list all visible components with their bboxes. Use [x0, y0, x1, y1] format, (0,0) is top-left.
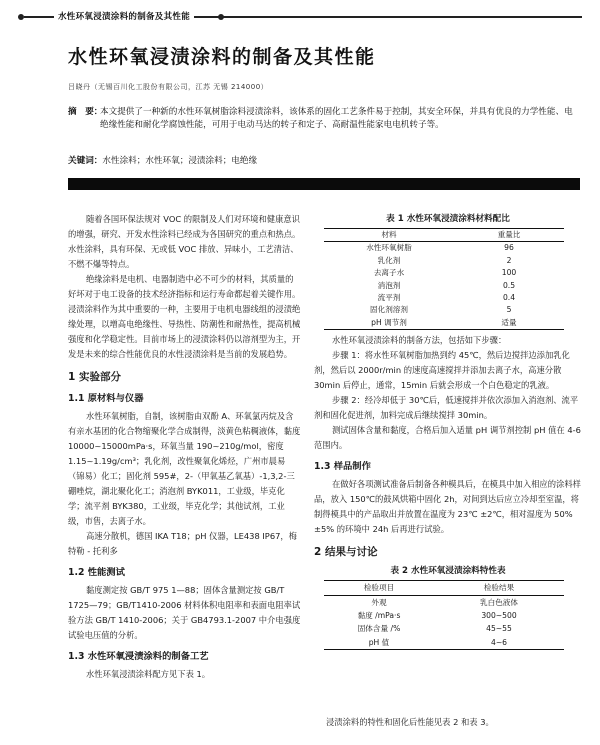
table2-title: 表 2 水性环氧浸渍涂料特性表: [390, 566, 506, 577]
table-cell: 适量: [454, 317, 564, 330]
table-row: [324, 255, 564, 267]
table-row: [324, 622, 564, 635]
table-row: [324, 304, 564, 316]
table-cell: 流平剂: [377, 293, 401, 303]
table-row: [324, 595, 564, 609]
table-header-row: [324, 229, 564, 242]
author-line: 吕晓丹（无锡百川化工股份有限公司，江苏 无锡 214000）: [68, 83, 269, 91]
table-cell: 固体含量 /%: [357, 624, 401, 634]
table-row: [324, 242, 564, 255]
section-divider-band: [68, 178, 580, 190]
section-heading: 2 结果与讨论: [314, 546, 378, 559]
tests-paragraph: 黏度测定按 GB/T 975 1—88；固体含量测定按 GB/T 1725—79；GB/T1410-2006 材料体积电阻率和表面电阻率试验方法 GB/T 1410-2006；关于 GB4793.1-2007 中介电强度试验电压值的分析。: [68, 585, 301, 640]
table-cell: 0.4: [502, 293, 516, 303]
abstract-text: 本文提供了一种新的水性环氧树脂涂料浸渍涂料，该体系的固化工艺条件易于控制，其安全环保，并具有优良的力学性能、电绝缘性能和耐化学腐蚀性能，可用于电动马达的转子和定子、高耐温性能家电电机转子等。: [100, 107, 573, 130]
subsection-heading: 1.3 水性环氧浸渍涂料的制备工艺: [68, 651, 209, 662]
table-cell: 水性环氧树脂: [366, 243, 412, 253]
step-paragraph: 步骤 1：将水性环氧树脂加热到约 45℃，然后边搅拌边添加乳化剂，然后以 2000r/min 的速度高速搅拌并添加去离子水，高速分散 30min 后停止，通常，15min 后就会形成一个白色稳定的乳液。: [314, 350, 570, 391]
table-cell: 消泡剂: [377, 280, 401, 290]
table-cell: 黏度 /mPa·s: [357, 611, 401, 621]
table-cell: 固化剂溶剂: [370, 305, 408, 315]
table-reference-note: 浸渍涂料的特性和固化后性能见表 2 和表 3。: [326, 717, 494, 727]
running-header: [18, 10, 582, 24]
table-cell: 外观: [371, 597, 387, 607]
prep-reference: 水性环氧浸渍涂料配方见下表 1。: [86, 669, 211, 679]
table-row: [324, 636, 564, 650]
materials-paragraph: 水性环氧树脂，自制，该树脂由双酚 A、环氧氯丙烷及含有亲水基团的化合物缩聚化学合成制得，淡黄色粘稠液体，黏度 10000~15000mPa·s，环氧当量 190~210g/mol，密度 1.15~1.19g/cm³；乳化剂，改性聚氧化烯烃，广州市晨易（锦易）化工；固化剂 595#，2-（甲氧基乙氧基）-1,3,2-三硼唑烷，湖北聚化化工；消泡剂 BYK011，工业级，毕克化学；流平剂 BYK380，工业级，毕克化学；其他试剂，工业级，市售，去离子水。: [68, 411, 301, 526]
table-cell: 乳白色液体: [480, 597, 518, 607]
table-header-row: [324, 581, 564, 595]
table-cell: pH 值: [324, 636, 434, 650]
subsection-heading: 1.3 样品制作: [314, 461, 371, 473]
table-row: [324, 609, 564, 622]
table-row: [324, 292, 564, 304]
table-header-cell: 重量比: [454, 229, 564, 242]
instruments-paragraph: 高速分散机，德国 IKA T18；pH 仪器，LE438 IP67，梅特勒 - 托利多: [68, 531, 297, 556]
table-row: [324, 317, 564, 330]
header-bullet-icon: [218, 14, 224, 20]
sample-paragraph: 在做好各项测试准备后制备各种模具后，在模具中加入相应的涂料样品，放入 150℃的鼓风烘箱中固化 2h，对间到达后应立冷却至室温，将制得模具中的产品取出并放置在温度为 23℃ ±2℃，相对湿度为 50%±5% 的环境中 24h 后再进行试验。: [314, 479, 581, 535]
intro-paragraph: 绝缘涂料是电机、电器制造中必不可少的材料，其质量的好坏对于电工设备的技术经济指标和运行寿命都起着关键作用。浸渍涂料作为其中重要的一种，主要用于电机电器线组的浸渍绝缘处理，以增高电绝缘性、导热性、防潮性和耐热性，提高机械强度和化学稳定性。目前市场上的浸渍涂料仍以溶剂型为主，开发是未来的综合性能优良的水性浸渍涂料是当前的发展趋势。: [68, 274, 301, 359]
table-header-cell: 检验项目: [324, 581, 434, 595]
table-cell: 100: [501, 268, 517, 278]
table-cell: 4~6: [434, 636, 564, 650]
table1-title: 表 1 水性环氧浸渍涂料材料配比: [386, 214, 510, 224]
table-cell: 2: [506, 255, 512, 265]
abstract-block: [68, 106, 580, 132]
abstract-label: 摘 要：: [68, 107, 103, 117]
table-row: [324, 280, 564, 292]
table-cell: 45~55: [486, 624, 512, 634]
table-header-cell: 检验结果: [434, 581, 564, 595]
table-cell: 0.5: [502, 280, 516, 290]
table-cell: 乳化剂: [377, 255, 401, 265]
subsection-heading: 1.2 性能测试: [68, 567, 125, 578]
keywords-label: 关键词：: [68, 156, 103, 166]
table-cell: 300~500: [481, 611, 517, 621]
table-cell: 去离子水: [373, 268, 405, 278]
table-row: [324, 267, 564, 279]
keywords-line: [68, 154, 257, 166]
table1: [324, 228, 564, 330]
right-column: [314, 212, 582, 650]
table-cell: 5: [506, 305, 512, 315]
keywords-text: 水性涂料；水性环氧；浸渍涂料；电绝缘: [102, 156, 258, 166]
running-title: 水性环氧浸渍涂料的制备及其性能: [54, 10, 194, 22]
section-heading: 1 实验部分: [68, 371, 121, 383]
left-column: [68, 212, 301, 682]
table-header-cell: 材料: [324, 229, 454, 242]
table-cell: 96: [504, 243, 514, 253]
table2: [324, 580, 564, 650]
step-paragraph: 步骤 2：经冷却低于 30℃后，低速搅拌并依次添加入消泡剂、流平剂和固化促进剂，加料完成后继续搅拌 30min。: [314, 395, 579, 421]
step-paragraph: 测试固体含量和黏度，合格后加入适量 pH 调节剂控制 pH 值在 4-6 范围内。: [314, 425, 581, 451]
paper-title: 水性环氧浸渍涂料的制备及其性能: [68, 46, 376, 68]
table-cell: pH 调节剂: [324, 317, 454, 330]
intro-paragraph: 随着各国环保法规对 VOC 的限制及人们对环境和健康意识的增强，研究、开发水性涂料已经成为各国研究的重点和热点。水性涂料，具有环保、无或低 VOC 排放、异味小，工艺清洁、不燃不爆等特点。: [68, 214, 301, 269]
steps-intro: 水性环氧浸渍涂料的制备方法，包括如下步骤：: [332, 335, 507, 346]
subsection-heading: 1.1 原材料与仪器: [68, 393, 144, 404]
